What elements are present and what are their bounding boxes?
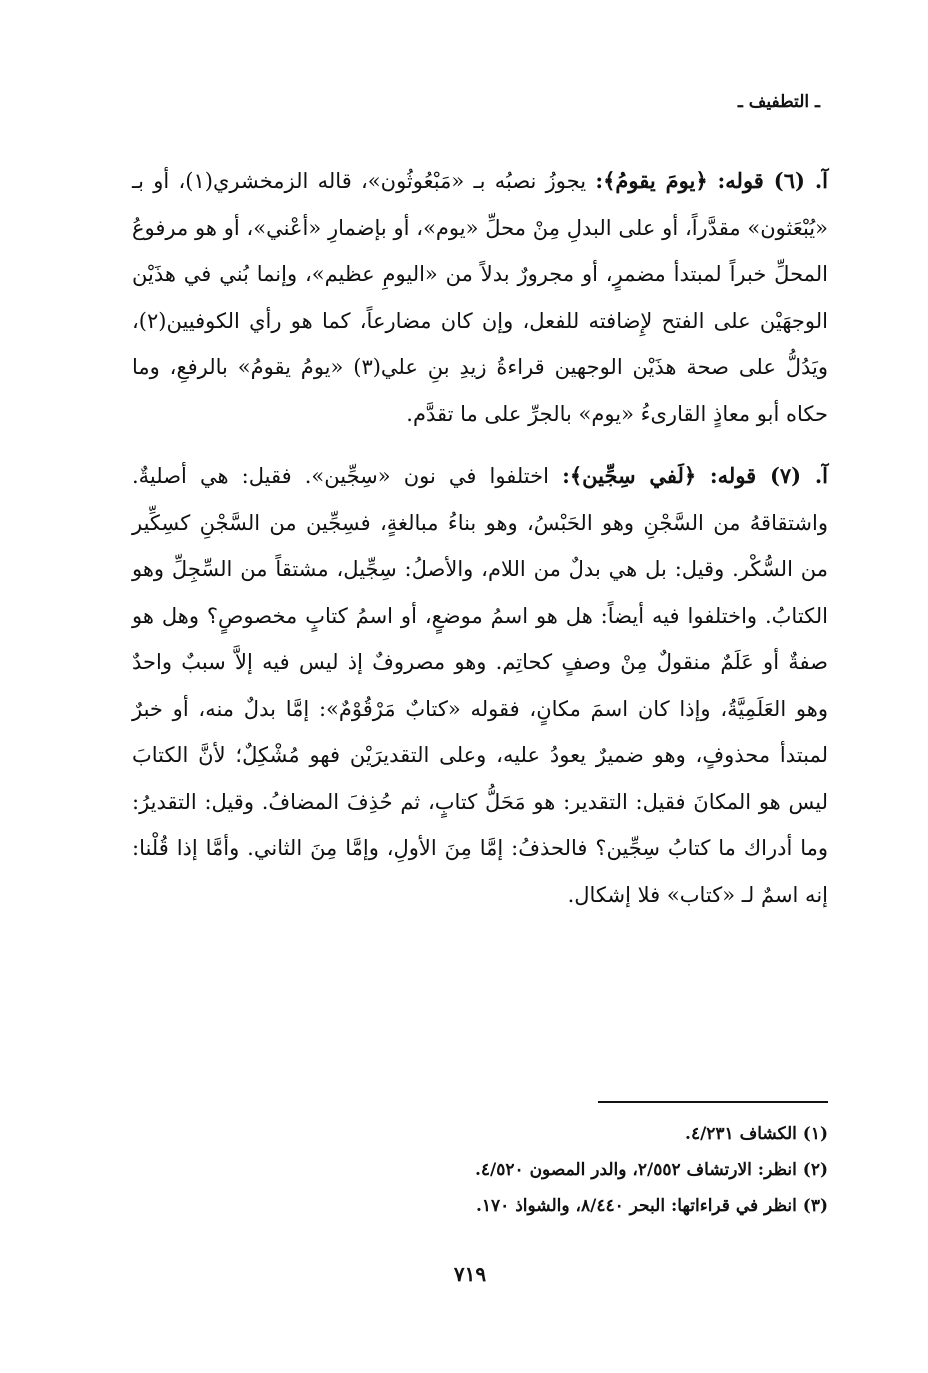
- verse-6-lead: آ. (٦) قوله: ﴿يومَ يقومُ﴾:: [595, 168, 828, 193]
- paragraph-verse-7: [132, 453, 828, 918]
- verse-7-lead: آ. (٧) قوله: ﴿لَفي سِجِّين﴾:: [562, 463, 828, 488]
- paragraph-verse-6: [132, 158, 828, 437]
- footnotes: [132, 1116, 828, 1224]
- running-header: ـ التطفيف ـ: [737, 92, 820, 112]
- verse-6-commentary: يجوزُ نصبُه بـ «مَبْعُوثُون»، قاله الزمخشري(١)، أو بـ «يُبْعَثون» مقدَّراً، أو على البدلِ مِنْ محلِّ «يوم»، أو بإضمارِ «أعْني»، أو هو مرفوعُ المحلِّ خبراً لمبتدأ مضمرٍ، أو مجرورٌ بدلاً من «اليومِ عظيم»، وإنما بُني في هذَيْن الوجهَيْن على الفتح لإِضافته للفعل، وإن كان مضارعاً، كما هو رأي الكوفيين(٢)، ويَدُلُّ على صحة هذَيْن الوجهين قراءةُ زيدِ بنِ علي(٣) «يومُ يقومُ» بالرفعِ، وما حكاه أبو معاذٍ القارىءُ «يوم» بالجرِّ على ما تقدَّم.: [132, 169, 828, 426]
- footnote-separator: [598, 1101, 828, 1103]
- footnote-3: (٣) انظر في قراءاتها: البحر ٨/٤٤٠، والشواذ ١٧٠.: [475, 1196, 828, 1216]
- main-text: [132, 158, 828, 918]
- footnote-2: (٢) انظر: الارتشاف ٢/٥٥٢، والدر المصون ٤/٥٢٠.: [475, 1160, 828, 1180]
- footnote-1: (١) الكشاف ٤/٢٣١.: [685, 1124, 828, 1144]
- page-number: ٧١٩: [453, 1262, 487, 1286]
- verse-7-commentary: اختلفوا في نون «سِجِّين». فقيل: هي أصليةٌ. واشتقاقهُ من السَّجْنِ وهو الحَبْسُ، وهو بناءُ مبالغةٍ، فسِجِّين من السَّجْنِ كسِكِّير من السُّكْر. وقيل: بل هي بدلٌ من اللام، والأصلُ: سِجِّيل، مشتقاً من السِّجِلِّ وهو الكتابُ. واختلفوا فيه أيضاً: هل هو اسمُ موضعٍ، أو اسمُ كتابٍ مخصوصٍ؟ وهل هو صفةٌ أو عَلَمٌ منقولٌ مِنْ وصفٍ كحاتِم. وهو مصروفٌ إذ ليس فيه إلاَّ سببٌ واحدٌ وهو العَلَمِيَّةُ، وإذا كان اسمَ مكانٍ، فقوله «كتابٌ مَرْقُوْمٌ»: إمَّا بدلٌ منه، أو خبرٌ لمبتدأ محذوفٍ، وهو ضميرٌ يعودُ عليه، وعلى التقديرَيْن فهو مُشْكِلٌ؛ لأنَّ الكتابَ ليس هو المكانَ فقيل: التقدير: هو مَحَلُّ كتابٍ، ثم حُذِفَ المضافُ. وقيل: التقديرُ: وما أدراك ما كتابُ سِجِّين؟ فالحذفُ: إمَّا مِنَ الأولِ، وإمَّا مِنَ الثاني. وأمَّا إذا قُلْنا: إنه اسمٌ لـ «كتاب» فلا إشكال.: [132, 464, 828, 907]
